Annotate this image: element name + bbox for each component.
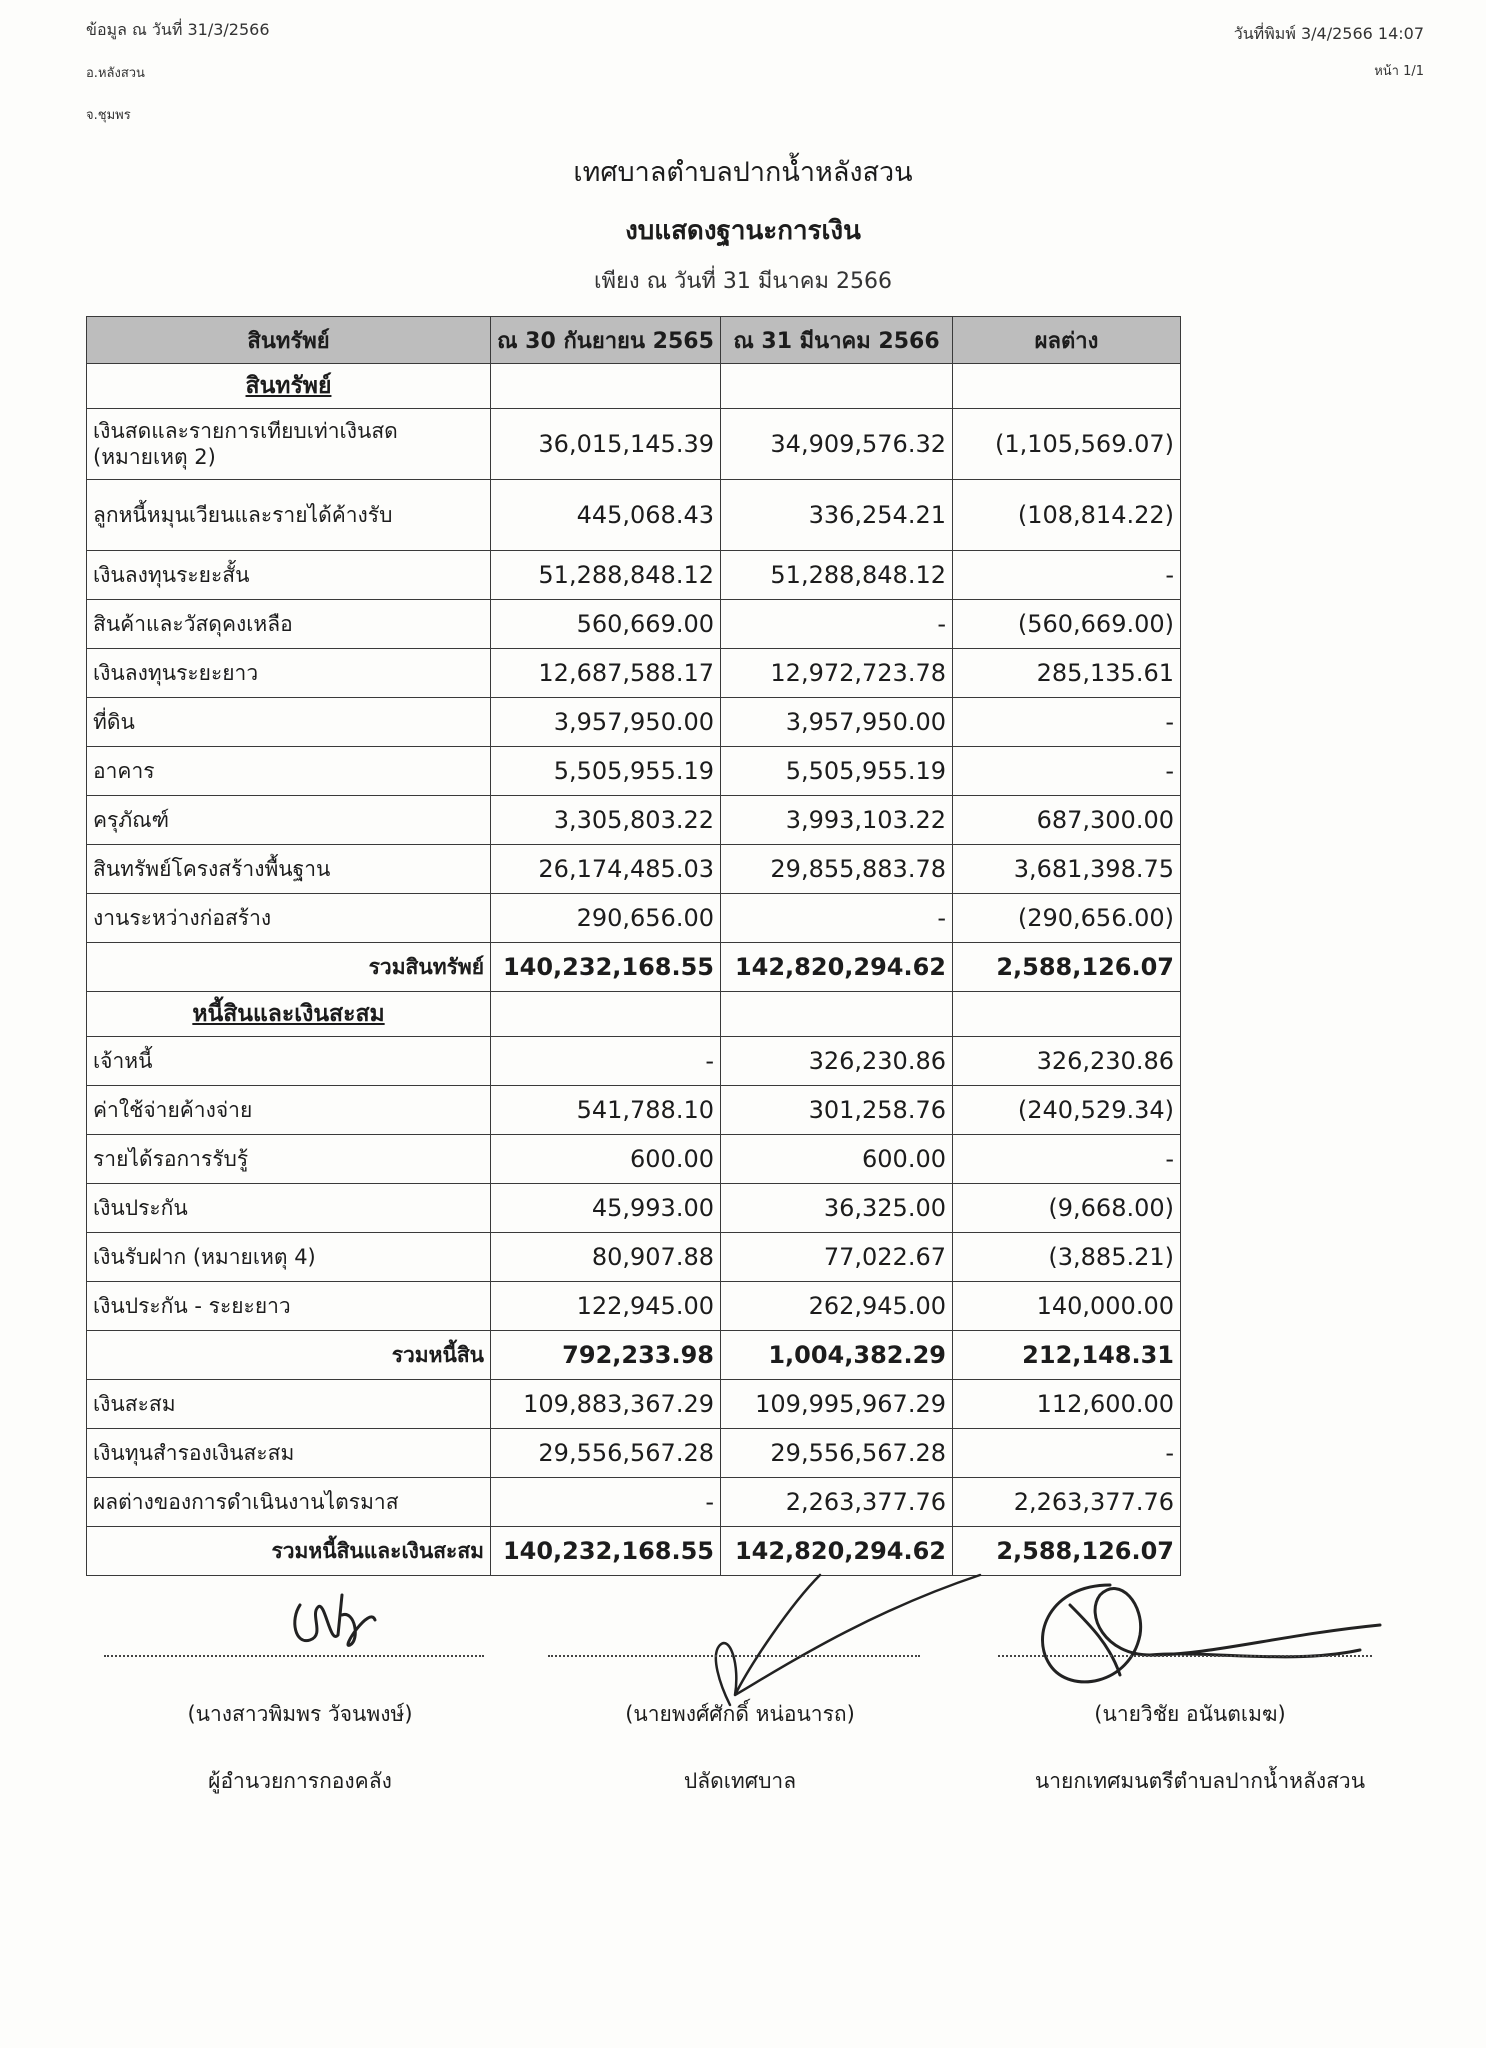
header-mar-2566: ณ 31 มีนาคม 2566	[721, 317, 953, 364]
row-label: เงินรับฝาก (หมายเหตุ 4)	[87, 1233, 491, 1282]
total-difference: 2,588,126.07	[953, 943, 1181, 992]
row-label: ผลต่างของการดำเนินงานไตรมาส	[87, 1478, 491, 1527]
liabilities-section-row	[87, 992, 1181, 1037]
table-row	[87, 1135, 1181, 1184]
empty-cell	[491, 992, 721, 1037]
value-mar-2566: 29,556,567.28	[721, 1429, 953, 1478]
row-label: สินค้าและวัสดุคงเหลือ	[87, 600, 491, 649]
total-liabilities-row	[87, 1331, 1181, 1380]
value-mar-2566: 36,325.00	[721, 1184, 953, 1233]
value-mar-2566: 2,263,377.76	[721, 1478, 953, 1527]
value-difference: (560,669.00)	[953, 600, 1181, 649]
page-number: หน้า 1/1	[1374, 64, 1424, 79]
assets-section-row	[87, 364, 1181, 409]
row-label: ลูกหนี้หมุนเวียนและรายได้ค้างรับ	[87, 480, 491, 551]
value-sep-2565: 541,788.10	[491, 1086, 721, 1135]
value-difference: -	[953, 1135, 1181, 1184]
table-row	[87, 796, 1181, 845]
financial-position-table	[86, 316, 1181, 1576]
value-sep-2565: 600.00	[491, 1135, 721, 1184]
table-row	[87, 649, 1181, 698]
header-difference: ผลต่าง	[953, 317, 1181, 364]
row-label: เงินลงทุนระยะสั้น	[87, 551, 491, 600]
value-mar-2566: 262,945.00	[721, 1282, 953, 1331]
statement-title: งบแสดงฐานะการเงิน	[625, 216, 861, 246]
signatory-2-role: ปลัดเทศบาล	[683, 1769, 797, 1793]
value-sep-2565: 3,305,803.22	[491, 796, 721, 845]
value-difference: -	[953, 551, 1181, 600]
value-difference: (1,105,569.07)	[953, 409, 1181, 480]
value-mar-2566: 3,957,950.00	[721, 698, 953, 747]
table-row	[87, 1233, 1181, 1282]
total-assets-row	[87, 943, 1181, 992]
header-assets: สินทรัพย์	[87, 317, 491, 364]
table-row	[87, 480, 1181, 551]
value-difference: 3,681,398.75	[953, 845, 1181, 894]
row-label: เจ้าหนี้	[87, 1037, 491, 1086]
total-mar-2566: 1,004,382.29	[721, 1331, 953, 1380]
province: จ.ชุมพร	[86, 108, 131, 123]
table-row	[87, 747, 1181, 796]
district: อ.หลังสวน	[86, 66, 145, 81]
row-label: งานระหว่างก่อสร้าง	[87, 894, 491, 943]
section-title: หนี้สินและเงินสะสม	[87, 992, 491, 1037]
section-title: สินทรัพย์	[87, 364, 491, 409]
as-of-date: เพียง ณ วันที่ 31 มีนาคม 2566	[593, 269, 893, 294]
value-difference: 326,230.86	[953, 1037, 1181, 1086]
value-difference: -	[953, 1429, 1181, 1478]
value-difference: (108,814.22)	[953, 480, 1181, 551]
total-label: รวมหนี้สินและเงินสะสม	[87, 1527, 491, 1576]
value-difference: 687,300.00	[953, 796, 1181, 845]
signatory-2-name: (นายพงศ์ศักดิ์ หน่อนารถ)	[625, 1702, 855, 1726]
value-difference: (3,885.21)	[953, 1233, 1181, 1282]
row-label: เงินประกัน	[87, 1184, 491, 1233]
value-difference: (290,656.00)	[953, 894, 1181, 943]
value-difference: 2,263,377.76	[953, 1478, 1181, 1527]
total-mar-2566: 142,820,294.62	[721, 1527, 953, 1576]
value-sep-2565: 12,687,588.17	[491, 649, 721, 698]
value-mar-2566: 51,288,848.12	[721, 551, 953, 600]
row-label: เงินทุนสำรองเงินสะสม	[87, 1429, 491, 1478]
table-row	[87, 1037, 1181, 1086]
value-difference: 140,000.00	[953, 1282, 1181, 1331]
value-sep-2565: 122,945.00	[491, 1282, 721, 1331]
value-mar-2566: -	[721, 600, 953, 649]
signatory-3-role: นายกเทศมนตรีตำบลปากน้ำหลังสวน	[1034, 1769, 1366, 1793]
organization-title: เทศบาลตำบลปากน้ำหลังสวน	[573, 157, 913, 188]
table-row	[87, 551, 1181, 600]
table-row	[87, 1282, 1181, 1331]
value-sep-2565: 51,288,848.12	[491, 551, 721, 600]
table-row	[87, 894, 1181, 943]
table-header-row	[87, 317, 1181, 364]
value-mar-2566: 600.00	[721, 1135, 953, 1184]
empty-cell	[721, 364, 953, 409]
signature-3-icon	[1030, 1555, 1390, 1705]
row-label: อาคาร	[87, 747, 491, 796]
print-date: วันที่พิมพ์ 3/4/2566 14:07	[1233, 24, 1424, 43]
value-sep-2565: -	[491, 1478, 721, 1527]
value-difference: -	[953, 747, 1181, 796]
empty-cell	[953, 364, 1181, 409]
empty-cell	[953, 992, 1181, 1037]
value-sep-2565: 26,174,485.03	[491, 845, 721, 894]
value-sep-2565: 36,015,145.39	[491, 409, 721, 480]
row-label: รายได้รอการรับรู้	[87, 1135, 491, 1184]
total-difference: 212,148.31	[953, 1331, 1181, 1380]
value-sep-2565: 290,656.00	[491, 894, 721, 943]
value-sep-2565: 5,505,955.19	[491, 747, 721, 796]
value-sep-2565: 560,669.00	[491, 600, 721, 649]
table-row	[87, 1086, 1181, 1135]
value-mar-2566: 12,972,723.78	[721, 649, 953, 698]
table-row	[87, 845, 1181, 894]
empty-cell	[721, 992, 953, 1037]
signatory-1-role: ผู้อำนวยการกองคลัง	[208, 1769, 392, 1793]
value-sep-2565: 109,883,367.29	[491, 1380, 721, 1429]
table-row	[87, 1380, 1181, 1429]
value-mar-2566: 109,995,967.29	[721, 1380, 953, 1429]
header-sep-2565: ณ 30 กันยายน 2565	[491, 317, 721, 364]
empty-cell	[491, 364, 721, 409]
row-label: เงินประกัน - ระยะยาว	[87, 1282, 491, 1331]
value-mar-2566: 29,855,883.78	[721, 845, 953, 894]
total-label: รวมหนี้สิน	[87, 1331, 491, 1380]
value-mar-2566: 336,254.21	[721, 480, 953, 551]
row-label: เงินสะสม	[87, 1380, 491, 1429]
table-row	[87, 1184, 1181, 1233]
total-label: รวมสินทรัพย์	[87, 943, 491, 992]
table-row	[87, 409, 1181, 480]
row-label: สินทรัพย์โครงสร้างพื้นฐาน	[87, 845, 491, 894]
signature-line-3	[998, 1655, 1372, 1657]
signature-line-2	[548, 1655, 920, 1657]
signature-1-icon	[280, 1585, 390, 1660]
value-sep-2565: 3,957,950.00	[491, 698, 721, 747]
value-difference: 112,600.00	[953, 1380, 1181, 1429]
row-label: ครุภัณฑ์	[87, 796, 491, 845]
value-mar-2566: 3,993,103.22	[721, 796, 953, 845]
value-difference: -	[953, 698, 1181, 747]
data-date: ข้อมูล ณ วันที่ 31/3/2566	[86, 20, 270, 39]
total-sep-2565: 792,233.98	[491, 1331, 721, 1380]
total-sep-2565: 140,232,168.55	[491, 1527, 721, 1576]
value-sep-2565: 29,556,567.28	[491, 1429, 721, 1478]
value-sep-2565: 445,068.43	[491, 480, 721, 551]
table-row	[87, 1478, 1181, 1527]
value-difference: (240,529.34)	[953, 1086, 1181, 1135]
table-row	[87, 698, 1181, 747]
value-sep-2565: -	[491, 1037, 721, 1086]
value-mar-2566: 77,022.67	[721, 1233, 953, 1282]
total-sep-2565: 140,232,168.55	[491, 943, 721, 992]
value-mar-2566: 34,909,576.32	[721, 409, 953, 480]
row-label: ค่าใช้จ่ายค้างจ่าย	[87, 1086, 491, 1135]
signatory-3-name: (นายวิชัย อนันตเมฆ)	[1094, 1702, 1286, 1726]
row-label: ที่ดิน	[87, 698, 491, 747]
value-mar-2566: 301,258.76	[721, 1086, 953, 1135]
value-mar-2566: 326,230.86	[721, 1037, 953, 1086]
row-label: เงินลงทุนระยะยาว	[87, 649, 491, 698]
value-sep-2565: 45,993.00	[491, 1184, 721, 1233]
value-mar-2566: -	[721, 894, 953, 943]
signature-line-1	[104, 1655, 484, 1657]
value-difference: 285,135.61	[953, 649, 1181, 698]
total-mar-2566: 142,820,294.62	[721, 943, 953, 992]
table-row	[87, 1429, 1181, 1478]
signatory-1-name: (นางสาวพิมพร วัจนพงษ์)	[187, 1702, 413, 1726]
table-row	[87, 600, 1181, 649]
value-mar-2566: 5,505,955.19	[721, 747, 953, 796]
value-sep-2565: 80,907.88	[491, 1233, 721, 1282]
row-label: เงินสดและรายการเทียบเท่าเงินสด (หมายเหตุ 2)	[87, 409, 491, 480]
total-difference: 2,588,126.07	[953, 1527, 1181, 1576]
value-difference: (9,668.00)	[953, 1184, 1181, 1233]
